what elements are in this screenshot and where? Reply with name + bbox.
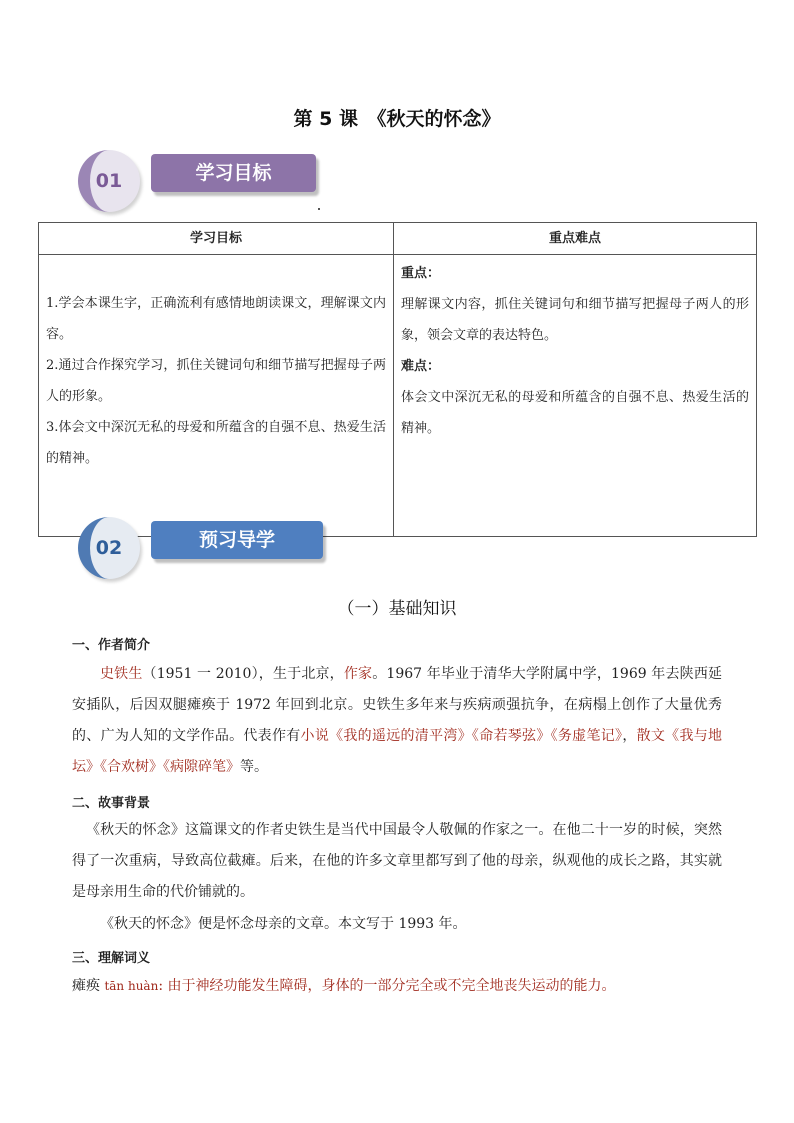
author-name: 史铁生 — [100, 666, 143, 682]
section-label: 预习导学 — [151, 521, 323, 559]
novel-works: 小说《我的遥远的清平湾》《命若琴弦》《务虚笔记》 — [300, 728, 623, 744]
background-paragraph: 《秋天的怀念》这篇课文的作者史铁生是当代中国最令人敬佩的作家之一。在他二十一岁的时候，突然得了一次重病，导致高位截瘫。后来，在他的许多文章里都写到了他的母亲，纵观他的成长之路，其实就是母亲用生命的代价铺就的。 — [72, 822, 722, 900]
difficulty-label: 难点： — [401, 359, 441, 374]
column-header-key-points: 重点难点 — [394, 223, 757, 255]
goals-table — [38, 222, 757, 537]
subsection-title: （一）基础知识 — [337, 599, 457, 619]
vocab-heading: 三、理解词义 — [72, 951, 151, 966]
goal-item: 3.体会文中深沉无私的母爱和所蕴含的自强不息、热爱生活的精神。 — [46, 420, 386, 466]
prose-works: 散文《我与地坛》《合欢树》《病隙碎笔》 — [72, 728, 723, 775]
key-point-text: 理解课文内容，抓住关键词句和细节描写把握母子两人的形象，领会文章的表达特色。 — [401, 297, 749, 343]
section-number: 02 — [95, 537, 123, 559]
section-label: 学习目标 — [151, 154, 316, 192]
lesson-title: 第 5 课 《秋天的怀念》 — [293, 108, 501, 130]
background-heading: 二、故事背景 — [72, 796, 151, 811]
author-heading: 一、作者简介 — [72, 638, 151, 653]
goal-item: 2.通过合作探究学习，抓住关键词句和细节描写把握母子两人的形象。 — [46, 358, 386, 404]
goals-cell — [39, 255, 394, 537]
difficulty-text: 体会文中深沉无私的母爱和所蕴含的自强不息、热爱生活的精神。 — [401, 390, 749, 436]
background-paragraph-2: 《秋天的怀念》便是怀念母亲的文章。本文写于 1993 年。 — [100, 916, 467, 932]
vocab-word: 瘫痪 — [72, 978, 100, 994]
section-header-preview — [78, 517, 338, 579]
vocab-pinyin: tān huàn — [104, 979, 159, 993]
section-header-goals — [78, 150, 338, 212]
column-header-goals: 学习目标 — [39, 223, 394, 255]
author-role: 作家 — [343, 666, 373, 682]
author-paragraph: 史铁生（1951 一 2010），生于北京，作家。1967 年毕业于清华大学附属中学，1969 年去陕西延安插队，后因双腿瘫痪于 1972 年回到北京。史铁生多年来与疾病顽强抗争，在病榻上创作了大量优秀的、广为人知的文学作品。代表作有小说《我的遥远的清平湾》《命若琴弦》《务虚笔记》，散文《我与地坛》《合欢树》《病隙碎笔》等。 — [72, 666, 723, 775]
section-number: 01 — [95, 170, 123, 192]
dot-mark — [318, 208, 320, 210]
goal-item: 1.学会本课生字，正确流利有感情地朗读课文，理解课文内容。 — [46, 296, 386, 342]
vocab-definition: 由于神经功能发生障碍，身体的一部分完全或不完全地丧失运动的能力。 — [167, 978, 616, 994]
key-point-label: 重点： — [401, 266, 441, 281]
key-points-cell — [394, 255, 757, 537]
vocab-entry: 瘫痪 tān huàn: 由于神经功能发生障碍，身体的一部分完全或不完全地丧失运动的能力。 — [72, 978, 616, 994]
